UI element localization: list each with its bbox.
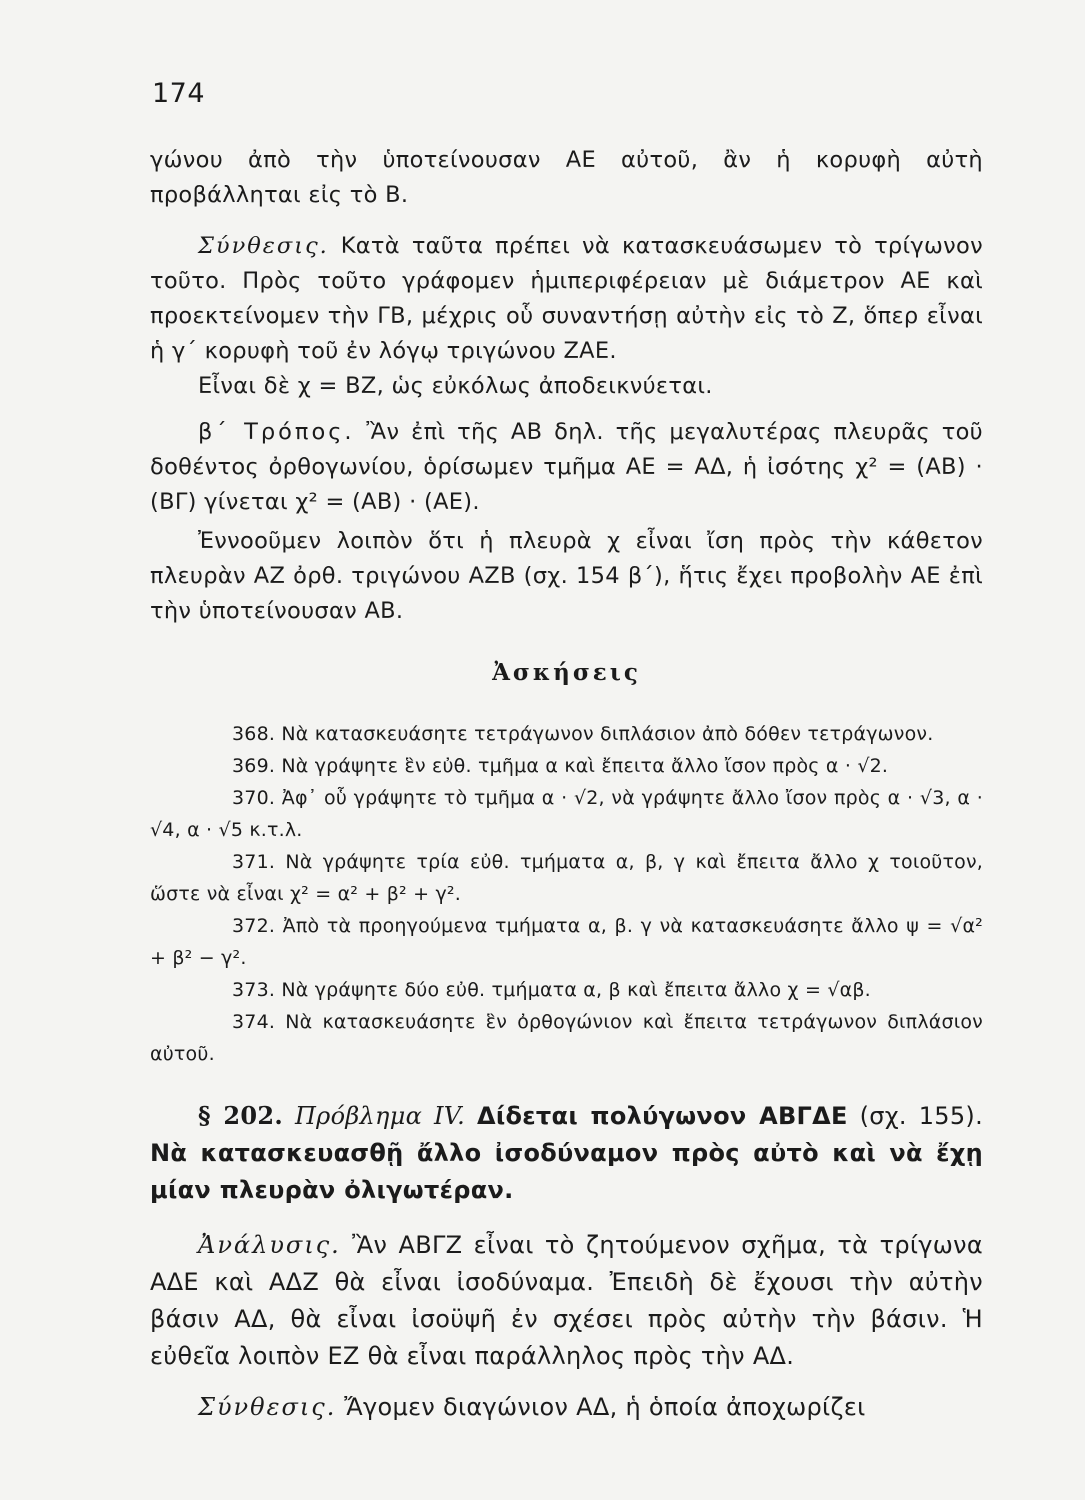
paragraph-5: Ἐννοοῦμεν λοιπὸν ὅτι ἡ πλευρὰ χ εἶναι ἴση πρὸς τὴν κάθετον πλευρὰν ΑΖ ὀρθ. τριγώνου ΑΖΒ (σχ. 154 β΄), ἥτις ἔχει προβολὴν ΑΕ ἐπὶ τὴν ὑποτείνουσαν ΑΒ. — [150, 528, 983, 624]
analysis-label: Ἀνάλυσις. — [198, 1231, 341, 1259]
section-ref: (σχ. 155). — [859, 1102, 983, 1130]
paragraph-1: γώνου ἀπὸ τὴν ὑποτείνουσαν ΑΕ αὐτοῦ, ἂν ἡ κορυφὴ αὐτὴ προβάλληται εἰς τὸ Β. — [150, 147, 983, 208]
body-text-top — [150, 143, 983, 690]
synthesis-label: Σύνθεσις. — [198, 233, 329, 259]
exercises-heading: Ἀσκήσεις — [492, 659, 641, 686]
paragraph-synthesis — [150, 229, 983, 369]
exercise-item: 368. Νὰ κατασκευάσητε τετράγωνον διπλάσιον ἀπὸ δόθεν τετράγωνον. — [232, 723, 934, 745]
section-heading — [150, 1097, 983, 1209]
section-title-2: Νὰ κατασκευασθῇ ἄλλο ἰσοδύναμον πρὸς αὐτὸ καὶ νὰ ἔχῃ μίαν πλευρὰν ὀλιγωτέραν. — [150, 1139, 983, 1204]
method-b-label: β΄ Τρόπος. — [198, 419, 355, 445]
paragraph-method-b — [150, 415, 983, 520]
exercise-item: 371. Νὰ γράψητε τρία εὐθ. τμήματα α, β, γ καὶ ἔπειτα ἄλλο χ τοιοῦτον, ὥστε νὰ εἶναι χ² = α² + β² + γ². — [150, 851, 983, 905]
exercise-item: 370. Ἀφ᾽ οὗ γράψητε τὸ τμῆμα α · √2, νὰ γράψητε ἄλλο ἴσον πρὸς α · √3, α · √4, α · √5 κ.τ.λ. — [150, 787, 983, 841]
synthesis-2-text: Ἄγομεν διαγώνιον ΑΔ, ἡ ὁποία ἀποχωρίζει — [344, 1393, 866, 1421]
section-label: Πρόβλημα IV. — [294, 1102, 466, 1130]
exercise-item: 369. Νὰ γράψητε ἓν εὐθ. τμῆμα α καὶ ἔπειτα ἄλλο ἴσον πρὸς α · √2. — [232, 755, 889, 777]
exercise-item: 372. Ἀπὸ τὰ προηγούμενα τμήματα α, β. γ νὰ κατασκευάσητε ἄλλο ψ = √α² + β² − γ². — [150, 915, 983, 969]
paragraph-3: Εἶναι δὲ χ = ΒΖ, ὡς εὐκόλως ἀποδεικνύεται. — [198, 373, 713, 399]
synthesis-text: Κατὰ ταῦτα πρέπει νὰ κατασκευάσωμεν τὸ τρίγωνον τοῦτο. Πρὸς τοῦτο γράφομεν ἡμιπεριφέρειαν μὲ διάμετρον ΑΕ καὶ προεκτείνομεν τὴν ΓΒ, μέχρις οὗ συναντήσῃ αὐτὴν εἰς τὸ Ζ, ὅπερ εἶναι ἡ γ΄ κορυφὴ τοῦ ἐν λόγῳ τριγώνου ΖΑΕ. — [150, 233, 983, 364]
paragraph-synthesis-2 — [150, 1389, 983, 1426]
section-202 — [150, 1097, 983, 1426]
exercise-item: 373. Νὰ γράψητε δύο εὐθ. τμήματα α, β καὶ ἔπειτα ἄλλο χ = √αβ. — [232, 979, 871, 1001]
synthesis-2-label: Σύνθεσις. — [198, 1393, 337, 1421]
page-number: 174 — [152, 78, 206, 109]
exercises-list — [150, 718, 983, 1070]
section-number: § 202. — [198, 1101, 284, 1130]
exercise-item: 374. Νὰ κατασκευάσητε ἓν ὀρθογώνιον καὶ ἔπειτα τετράγωνον διπλάσιον αὐτοῦ. — [150, 1011, 983, 1065]
analysis-text: Ἂν ΑΒΓΖ εἶναι τὸ ζητούμενον σχῆμα, τὰ τρίγωνα ΑΔΕ καὶ ΑΔΖ θὰ εἶναι ἰσοδύναμα. Ἐπειδὴ δὲ ἔχουσι τὴν αὐτὴν βάσιν ΑΔ, θὰ εἶναι ἰσοϋψῆ ἐν σχέσει πρὸς αὐτὴν τὴν βάσιν. Ἡ εὐθεῖα λοιπὸν ΕΖ θὰ εἶναι παράλληλος πρὸς τὴν ΑΔ. — [150, 1231, 983, 1370]
method-b-text: Ἂν ἐπὶ τῆς ΑΒ δηλ. τῆς μεγαλυτέρας πλευρᾶς τοῦ δοθέντος ὀρθογωνίου, ὁρίσωμεν τμῆμα ΑΕ = ΑΔ, ἡ ἰσότης χ² = (ΑΒ) · (ΒΓ) γίνεται χ² = (ΑΒ) · (ΑΕ). — [150, 419, 984, 515]
section-title: Δίδεται πολύγωνον ΑΒΓΔΕ — [476, 1102, 848, 1130]
paragraph-analysis — [150, 1227, 983, 1375]
